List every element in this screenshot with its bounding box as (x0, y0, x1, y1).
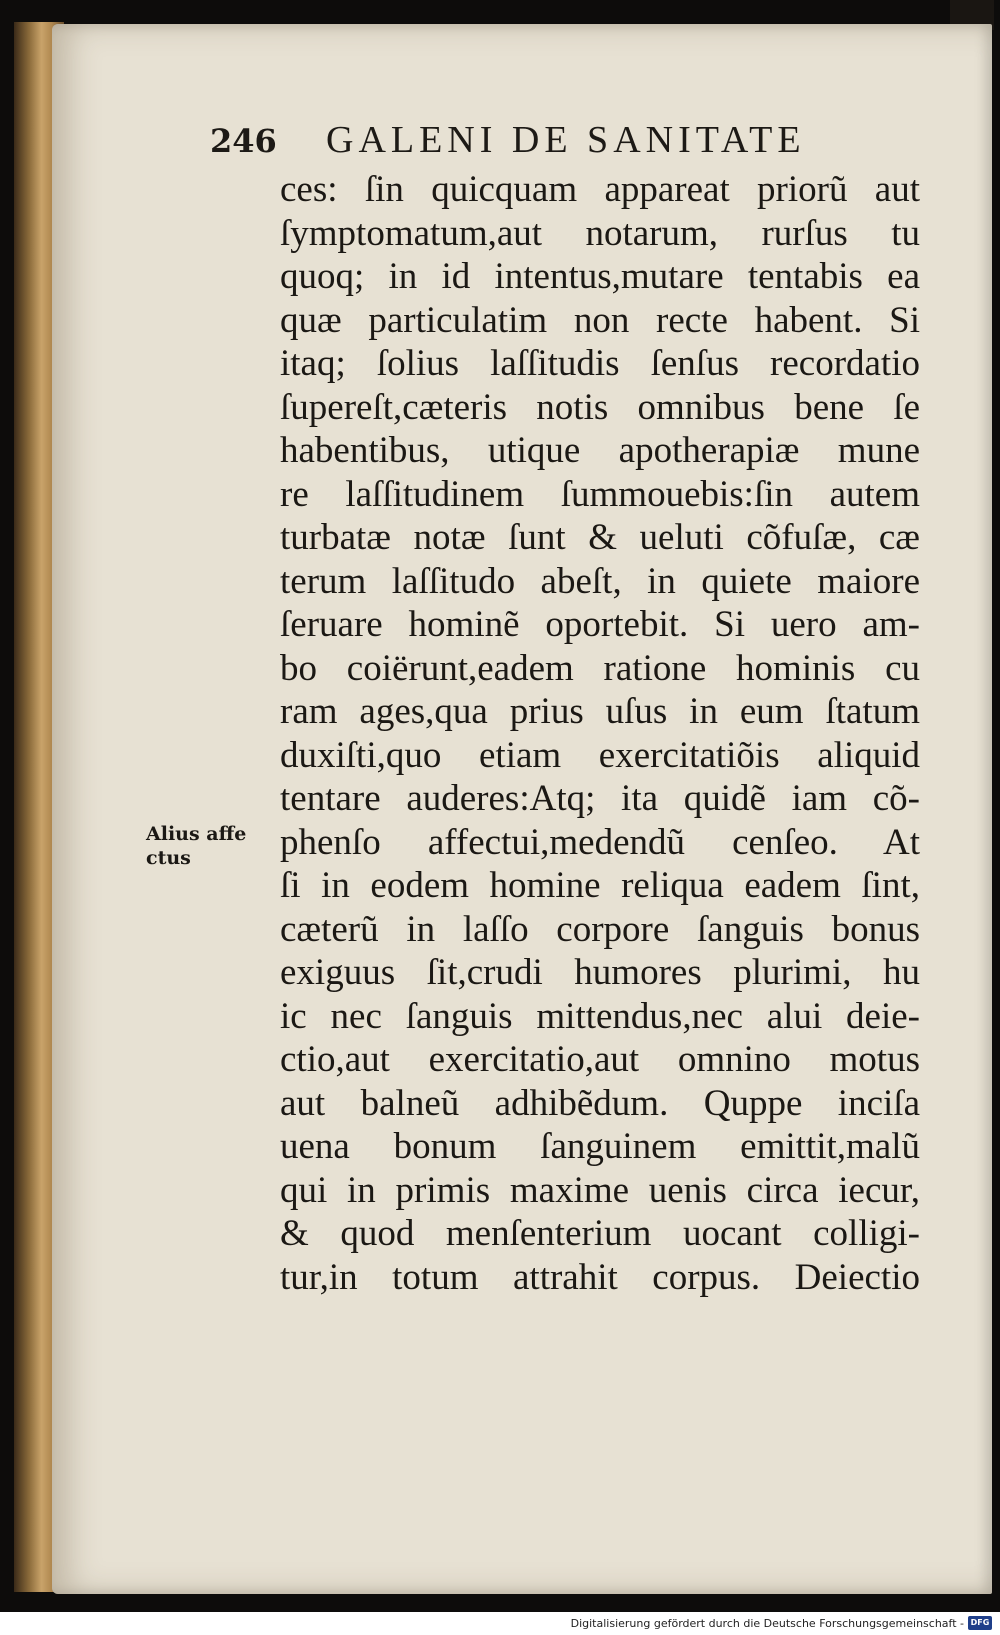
text-line: quoq; in id intentus,mutare tentabis ea (280, 256, 920, 297)
text-line: itaq; ſolius laſſitudis ſenſus recordatio (280, 343, 920, 384)
text-line: uena bonum ſanguinem emittit,malũ (280, 1126, 920, 1167)
text-line: tur,in totum attrahit corpus. Deiectio (280, 1256, 920, 1298)
marginal-note (146, 822, 276, 870)
text-line: aut balneũ adhibẽdum. Quppe inciſa (280, 1082, 920, 1124)
text-line: ſeruare hominẽ oportebit. Si uero am- (280, 604, 920, 645)
text-line: ic nec ſanguis mittendus,nec alui deie- (280, 995, 920, 1037)
text-line: ces: ſin quicquam appareat priorũ aut (280, 169, 920, 210)
text-line: ram ages,qua prius uſus in eum ſtatum (280, 691, 920, 732)
text-line: habentibus, utique apotherapiæ mune (280, 430, 920, 471)
text-line: tentare auderes:Atq; ita quidẽ iam cõ- (280, 778, 920, 819)
marginal-note-line: Alius affe (146, 823, 247, 845)
text-line: qui in primis maxime uenis circa iecur, (280, 1169, 920, 1211)
text-line: bo coiërunt,eadem ratione hominis cu (280, 647, 920, 689)
text-line: & quod menſenterium uocant colligi- (280, 1213, 920, 1254)
text-line: ctio,aut exercitatio,aut omnino motus (280, 1039, 920, 1080)
running-title: GALENI DE SANITATE (326, 119, 806, 161)
page-header (210, 118, 910, 164)
body-text (280, 168, 920, 1299)
text-line: re laſſitudinem ſummouebis:ſin autem (280, 473, 920, 515)
text-line: turbatæ notæ ſunt & ueluti cõfuſæ, cæ (280, 517, 920, 558)
text-line: ſi in eodem homine reliqua eadem ſint, (280, 865, 920, 906)
folio-number: 246 (210, 122, 277, 160)
text-line: duxiſti,quo etiam exercitatiõis aliquid (280, 734, 920, 776)
marginal-note-line: ctus (146, 847, 191, 869)
text-line: ſymptomatum,aut notarum, rurſus tu (280, 212, 920, 254)
text-line: terum laſſitudo abeſt, in quiete maiore (280, 560, 920, 602)
text-line: quæ particulatim non recte habent. Si (280, 299, 920, 341)
text-line: phenſo affectui,medendũ cenſeo. At (280, 821, 920, 863)
text-line: ſupereſt,cæteris notis omnibus bene ſe (280, 386, 920, 428)
text-line: exiguus ſit,crudi humores plurimi, hu (280, 952, 920, 993)
text-line: cæterũ in laſſo corpore ſanguis bonus (280, 908, 920, 950)
dfg-logo-icon[interactable]: DFG (968, 1616, 992, 1630)
dfg-credit: Digitalisierung gefördert durch die Deutsche Forschungsgemeinschaft - (570, 1617, 964, 1630)
